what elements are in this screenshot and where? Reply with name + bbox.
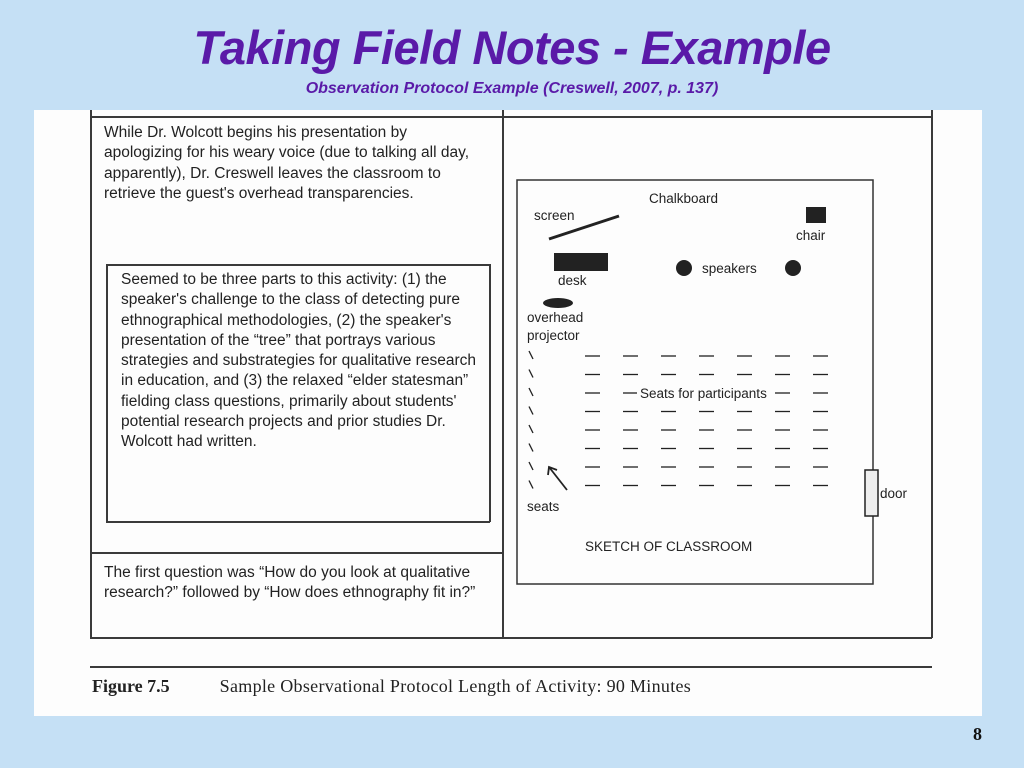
seat-backslash-mark [529, 351, 533, 359]
overhead-projector-shape [543, 298, 573, 308]
page-number: 8 [973, 724, 982, 744]
figure-caption-text: Sample Observational Protocol Length of Activity: 90 Minutes [219, 676, 692, 696]
speaker-left-shape [676, 260, 692, 276]
seat-backslash-mark [529, 444, 533, 452]
descriptive-note-1: While Dr. Wolcott begins his presentation by apologizing for his weary voice (due to talking all day, apparently), Dr. Creswell leaves the classroom to retrieve the guest's overhead transparencies. [104, 124, 470, 202]
classroom-sketch [34, 110, 982, 716]
projector-label: projector [527, 328, 580, 343]
door-shape [865, 470, 878, 516]
seat-backslash-mark [529, 388, 533, 396]
slide-subtitle: Observation Protocol Example (Creswell, 2007, p. 137) [305, 80, 719, 97]
seat-backslash-mark [529, 407, 533, 415]
seats-for-participants-label: Seats for participants [637, 386, 770, 401]
overhead-label: overhead [527, 310, 584, 325]
slide-title: Taking Field Notes - Example [193, 21, 831, 74]
door-label: door [880, 486, 908, 501]
descriptive-note-2: The first question was “How do you look at qualitative research?” followed by “How does ethnography fit in?” [104, 564, 476, 602]
chair-label: chair [796, 228, 826, 243]
seat-backslash-mark [529, 462, 533, 470]
seat-backslash-mark [529, 370, 533, 378]
protocol-scan [34, 110, 982, 716]
seat-backslash-mark [529, 481, 533, 489]
speaker-right-shape [785, 260, 801, 276]
screen-label: screen [534, 208, 575, 223]
seats-label: seats [527, 499, 560, 514]
caption-rule [90, 666, 932, 668]
seats-arrow [549, 467, 567, 490]
chair-shape [806, 207, 826, 223]
desk-label: desk [558, 273, 587, 288]
desk-shape [554, 253, 608, 271]
figure-caption [92, 676, 691, 697]
sketch-title: SKETCH OF CLASSROOM [585, 539, 753, 554]
speakers-label: speakers [702, 261, 757, 276]
seat-rows [529, 351, 828, 489]
figure-number: Figure 7.5 [92, 676, 170, 696]
seat-backslash-mark [529, 425, 533, 433]
reflective-note: Seemed to be three parts to this activity: (1) the speaker's challenge to the class of detecting pure ethnographical methodologies, (2) the speaker's presentation of the “tree” that portrays various strategies and substrategies for qualitative research in education, and (3) the relaxed “elder statesman” fielding class questions, primarily about students' potential research projects and prior studies Dr. Wolcott had written. [121, 271, 476, 451]
chalkboard-label: Chalkboard [649, 191, 719, 206]
